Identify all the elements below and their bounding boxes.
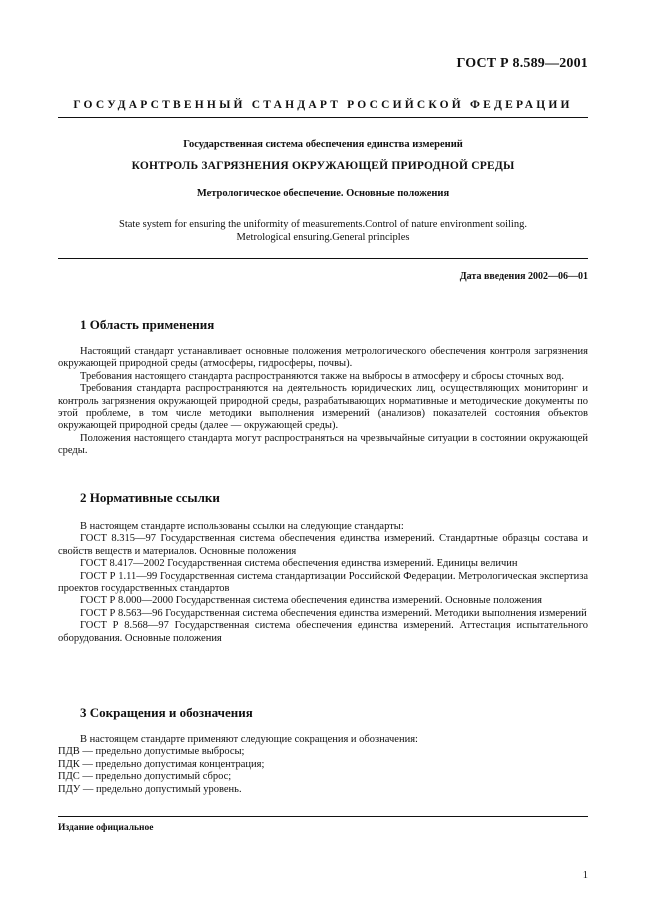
section-1-title: 1 Область применения bbox=[80, 317, 215, 332]
document-subtitle: Метрологическое обеспечение. Основные положения bbox=[196, 188, 450, 199]
edition-label: Издание официальное bbox=[58, 823, 154, 833]
section-3-text bbox=[58, 734, 588, 796]
paragraph: В настоящем стандарте использованы ссылки на следующие стандарты: bbox=[80, 521, 404, 532]
abbreviation-item: ПДУ — предельно допустимый уровень. bbox=[58, 783, 242, 795]
reference-item: ГОСТ Р 8.000—2000 Государственная система обеспечения единства измерений. Основные положения bbox=[80, 595, 542, 607]
page-number: 1 bbox=[582, 870, 588, 881]
english-title-line-2: Metrological ensuring.General principles bbox=[236, 232, 410, 243]
footer-rule bbox=[58, 816, 588, 817]
reference-item: ГОСТ Р 1.11—99 Государственная система стандартизации Российской Федерации. Метрологическая экспертиза проектов государственных стандартов bbox=[58, 570, 588, 595]
reference-item: ГОСТ Р 8.568—97 Государственная система обеспечения единства измерений. Аттестация испытательного оборудования. Основные положения bbox=[58, 620, 588, 644]
introduction-date: Дата введения 2002—06—01 bbox=[459, 271, 588, 282]
document-title: КОНТРОЛЬ ЗАГРЯЗНЕНИЯ ОКРУЖАЮЩЕЙ ПРИРОДНОЙ СРЕДЫ bbox=[131, 160, 515, 172]
section-2-text bbox=[58, 521, 588, 645]
abbreviation-item: ПДК — предельно допустимая концентрация; bbox=[58, 758, 265, 770]
abbreviation-item: ПДВ — предельно допустимые выбросы; bbox=[58, 746, 245, 758]
document-number: ГОСТ Р 8.589—2001 bbox=[456, 56, 588, 71]
paragraph: Требования стандарта распространяются на деятельность юридических лиц, осуществляющих мониторинг и контроль загрязнения окружающей природной среды, разрабатывающих нормативные и методические документы по этой проблеме, в том числе методики выполнения измерений (анализов) показателей состояния объектов окружающей природной среды (далее — окружающей среды). bbox=[58, 383, 588, 432]
section-2-title: 2 Нормативные ссылки bbox=[80, 490, 220, 505]
section-1-text bbox=[58, 346, 588, 458]
paragraph: В настоящем стандарте применяют следующие сокращения и обозначения: bbox=[80, 734, 418, 745]
paragraph: Настоящий стандарт устанавливает основные положения метрологического обеспечения контроля загрязнения окружающей природной среды (атмосферы, гидросферы, почвы). bbox=[58, 346, 588, 370]
paragraph: Требования настоящего стандарта распространяются также на выбросы в атмосферу и сбросы сточных вод. bbox=[80, 370, 565, 382]
section-3-title: 3 Сокращения и обозначения bbox=[80, 705, 253, 720]
standard-banner: ГОСУДАРСТВЕННЫЙ СТАНДАРТ РОССИЙСКОЙ ФЕДЕРАЦИИ bbox=[73, 99, 573, 111]
reference-item: ГОСТ Р 8.563—96 Государственная система обеспечения единства измерений. Методики выполнения измерений bbox=[80, 607, 587, 619]
english-title bbox=[58, 218, 588, 244]
abbreviation-item: ПДС — предельно допустимый сброс; bbox=[58, 771, 232, 783]
english-title-line-1: State system for ensuring the uniformity of measurements.Control of nature environment soiling. bbox=[119, 219, 527, 230]
paragraph: Положения настоящего стандарта могут распространяться на чрезвычайные ситуации в состоянии окружающей среды. bbox=[58, 432, 588, 457]
reference-item: ГОСТ 8.315—97 Государственная система обеспечения единства измерений. Стандартные образцы состава и свойств веществ и материалов. Основные положения bbox=[58, 533, 588, 557]
title-rule bbox=[58, 258, 588, 259]
reference-item: ГОСТ 8.417—2002 Государственная система обеспечения единства измерений. Единицы величин bbox=[80, 558, 518, 570]
system-heading: Государственная система обеспечения единства измерений bbox=[183, 139, 463, 150]
top-rule bbox=[58, 117, 588, 118]
